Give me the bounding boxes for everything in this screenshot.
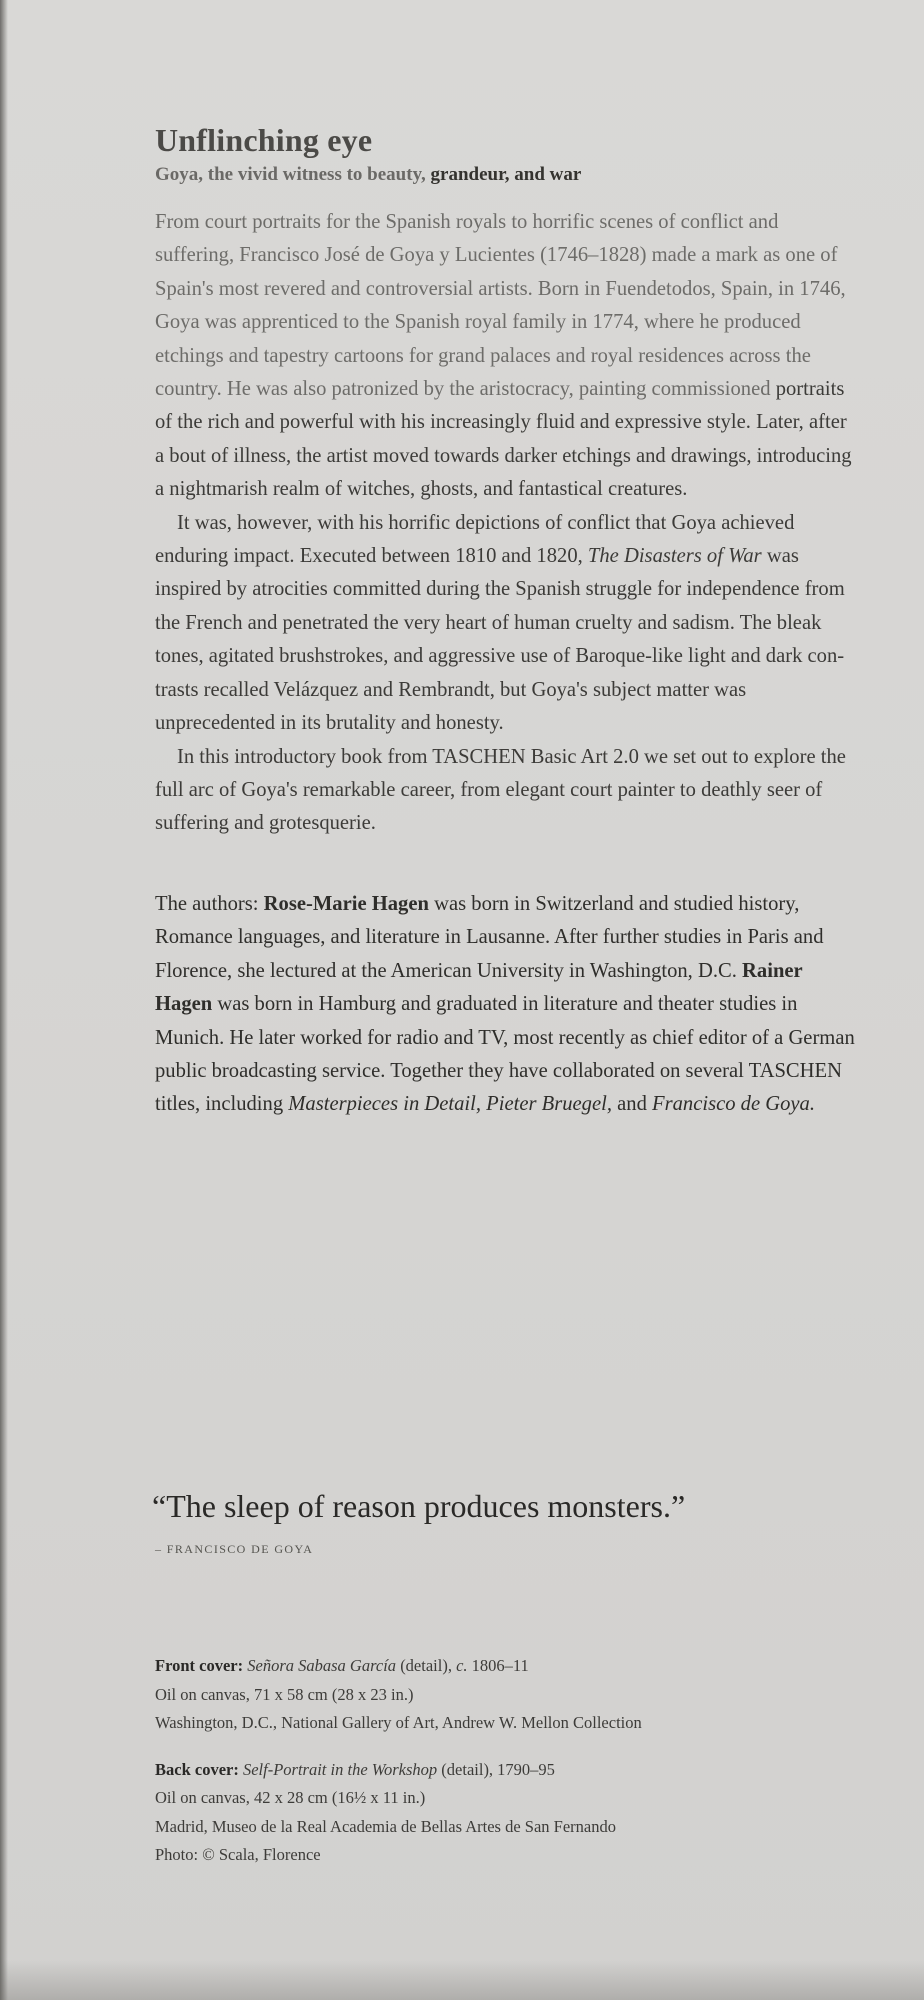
front-cover-label: Front cover: xyxy=(155,1656,244,1675)
author-name-1: Rose-Marie Hagen xyxy=(263,893,429,915)
authors-bio xyxy=(155,888,855,1122)
back-cover-label: Back cover: xyxy=(155,1759,239,1779)
paragraph-1-rest: portraits of the rich and powerful with his increasingly fluid and expressive style. Later, after a bout of illness, the artist moved towards darker etchings and drawings, introducing a nightmarish realm of witches, ghosts, and fantastical creatures. xyxy=(155,378,852,501)
author-name-2: Rainer Hagen xyxy=(155,959,803,1016)
back-cover-location: Madrid, Museo de la Real Academia de Bellas Artes de San Fernando xyxy=(155,1816,616,1836)
paragraph-1-faded: From court portraits for the Spanish royals to horrific scenes of conflict and suffering, Francisco José de Goya y Lucientes (1746–1828) made a mark as one of Spain's most revered and controversial artists. Born in Fuendetodos, Spain, in 1746, Goya was apprenticed to the Spanish royal family in 1774, where he produced etchings and tapestry cartoons for grand palaces and royal residences across the country. He was also patronized by the aristocracy, painting commissioned xyxy=(155,211,846,401)
description-body xyxy=(155,206,855,841)
front-cover-detail: (detail), xyxy=(396,1656,457,1675)
paragraph-2-start: It was, however, with his horrific depictions of conflict that Goya achieved enduring impact. Executed between 1810 and 1820, xyxy=(155,511,795,568)
front-cover-medium: Oil on canvas, 71 x 58 cm (28 x 23 in.) xyxy=(155,1684,414,1704)
subtitle-part-1: Goya, the vivid witness to beauty, xyxy=(155,164,431,185)
page-subtitle xyxy=(155,164,855,186)
author-bio-1: was born in Switzerland and studied history, Romance languages, and literature in Lausanne. After further studies in Paris and Florence, she lectured at the American University in Washington, D.C. xyxy=(155,893,824,982)
image-credits xyxy=(155,1652,855,1888)
author-bio-2: was born in Hamburg and graduated in literature and theater studies in Munich. He later worked for radio and TV, most recently as chief editor of a German public broadcasting service. Together they have collaborated on several TASCHEN titles, including xyxy=(155,993,855,1116)
related-title-goya: Francisco de Goya. xyxy=(652,1093,816,1116)
front-cover-date: 1806–11 xyxy=(467,1656,529,1675)
paragraph-3: In this introductory book from TASCHEN Basic Art 2.0 we set out to explore the full arc of Goya's remarkable career, from elegant court painter to deathly seer of suffering and grotesquerie. xyxy=(155,745,846,835)
front-cover-location: Washington, D.C., National Gallery of Art, Andrew W. Mellon Collection xyxy=(155,1713,642,1732)
authors-conjunction: and xyxy=(611,1093,653,1116)
quote-attribution: – FRANCISCO DE GOYA xyxy=(155,1542,314,1556)
paragraph-2-end: was inspired by atrocities committed during the Spanish struggle for independence from the French and penetrated the very heart of human cruelty and sadism. The bleak tones, agitated brushstrokes, and aggressive use of Baroque-like light and dark contrasts recalled Velázquez and Rembrandt, but Goya's subject matter was unprecedented in its brutality and honesty. xyxy=(155,545,845,735)
front-cover-credit xyxy=(155,1652,855,1738)
authors-prefix: The authors: xyxy=(155,893,264,915)
paragraph-2 xyxy=(155,507,855,741)
pull-quote: “The sleep of reason produces monsters.” xyxy=(152,1488,686,1524)
authors-paragraph xyxy=(155,888,855,1122)
page-title: Unflinching eye xyxy=(155,122,373,158)
back-cover-detail: (detail), 1790–95 xyxy=(437,1759,555,1779)
page-bottom-shadow xyxy=(0,1960,924,2000)
paragraph-1 xyxy=(155,206,855,507)
back-cover-title-line xyxy=(155,1756,855,1785)
page-edge-shadow xyxy=(0,0,8,2000)
back-cover-credit xyxy=(155,1756,855,1870)
related-titles: Masterpieces in Detail, Pieter Bruegel, xyxy=(288,1093,612,1116)
back-cover-artwork: Self-Portrait in the Workshop xyxy=(242,1759,438,1779)
front-cover-artwork: Señora Sabasa García xyxy=(247,1656,397,1675)
front-cover-title-line xyxy=(155,1652,855,1681)
subtitle-part-2: grandeur, and war xyxy=(430,164,582,185)
paragraph-2-book-title: The Disasters of War xyxy=(587,545,762,568)
front-cover-circa: c. xyxy=(456,1656,468,1675)
photo-credit: Photo: © Scala, Florence xyxy=(155,1845,321,1864)
back-cover-medium: Oil on canvas, 42 x 28 cm (16½ x 11 in.) xyxy=(155,1788,426,1807)
